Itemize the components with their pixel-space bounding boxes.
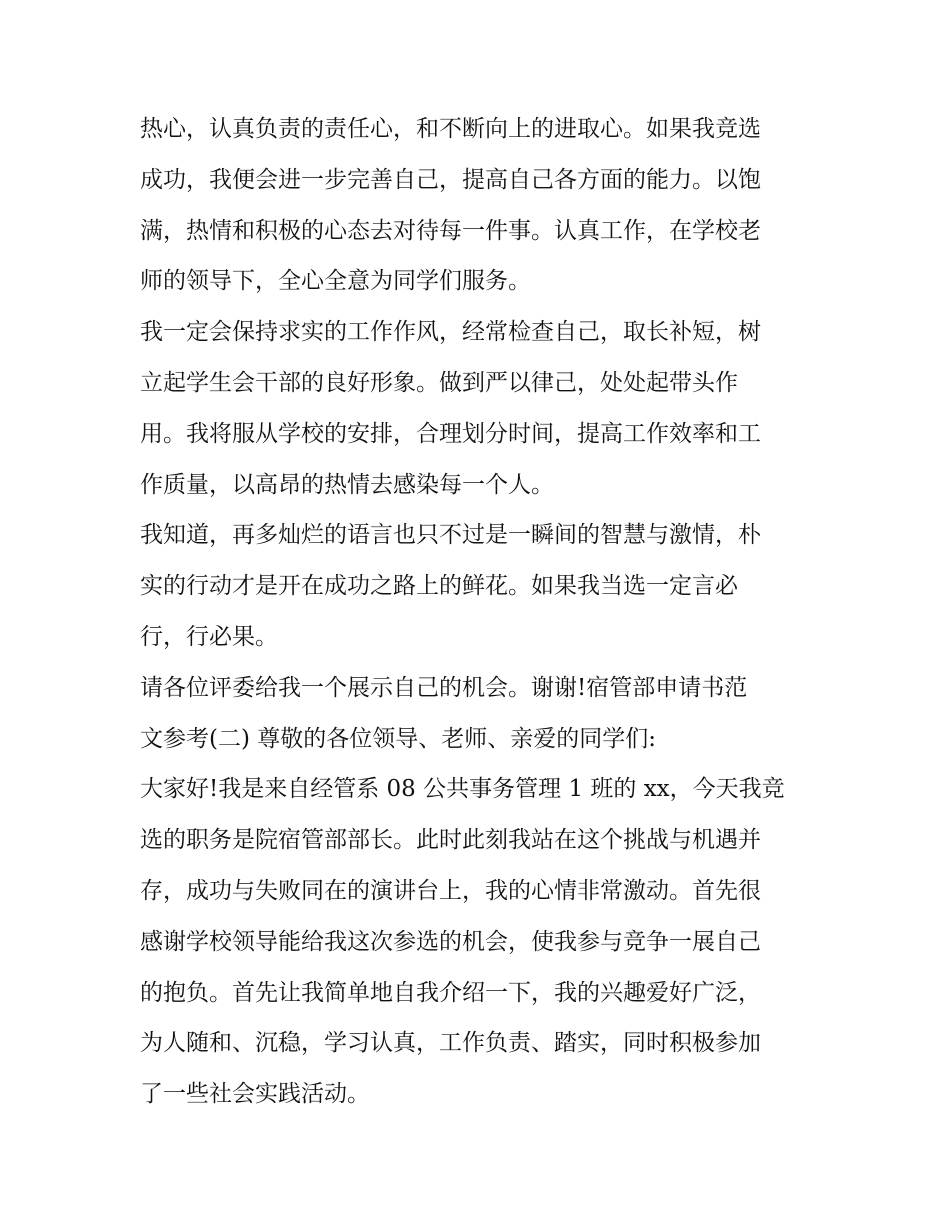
text-line: 存，成功与失败同在的演讲台上，我的心情非常激动。首先很 bbox=[140, 877, 761, 904]
text-line: 为人随和、沉稳，学习认真，工作负责、踏实，同时积极参加 bbox=[140, 1030, 761, 1057]
text-line: 热心，认真负责的责任心，和不断向上的进取心。如果我竞选 bbox=[140, 116, 761, 142]
text-line: 立起学生会干部的良好形象。做到严以律己，处处起带头作 bbox=[140, 369, 738, 396]
text-line: 成功，我便会进一步完善自己，提高自己各方面的能力。以饱 bbox=[140, 166, 761, 193]
text-line: 感谢学校领导能给我这次参选的机会，使我参与竞争一展自己 bbox=[140, 928, 761, 955]
text-line: 实的行动才是开在成功之路上的鲜花。如果我当选一定言必 bbox=[140, 573, 738, 600]
text-line: 作质量，以高昂的热情去感染每一个人。 bbox=[140, 471, 554, 498]
document-body bbox=[140, 104, 820, 1120]
text-line: 大家好!我是来自经管系 08 公共事务管理 1 班的 xx，今天我竞 bbox=[140, 776, 785, 803]
text-line: 我一定会保持求实的工作作风，经常检查自己，取长补短，树 bbox=[140, 319, 761, 346]
text-line: 的抱负。首先让我简单地自我介绍一下，我的兴趣爱好广泛， bbox=[140, 979, 761, 1006]
text-line: 用。我将服从学校的安排，合理划分时间，提高工作效率和工 bbox=[140, 420, 761, 447]
text-line: 选的职务是院宿管部部长。此时此刻我站在这个挑战与机遇并 bbox=[140, 827, 761, 854]
text-line: 我知道，再多灿烂的语言也只不过是一瞬间的智慧与激情，朴 bbox=[140, 522, 761, 549]
text-line: 满，热情和积极的心态去对待每一件事。认真工作，在学校老 bbox=[140, 217, 761, 244]
text-line: 师的领导下，全心全意为同学们服务。 bbox=[140, 268, 531, 295]
text-line: 文参考(二) 尊敬的各位领导、老师、亲爱的同学们: bbox=[140, 725, 657, 752]
text-line: 了一些社会实践活动。 bbox=[140, 1081, 370, 1108]
text-line: 行，行必果。 bbox=[140, 623, 278, 650]
text-line: 请各位评委给我一个展示自己的机会。谢谢!宿管部申请书范 bbox=[140, 674, 748, 701]
